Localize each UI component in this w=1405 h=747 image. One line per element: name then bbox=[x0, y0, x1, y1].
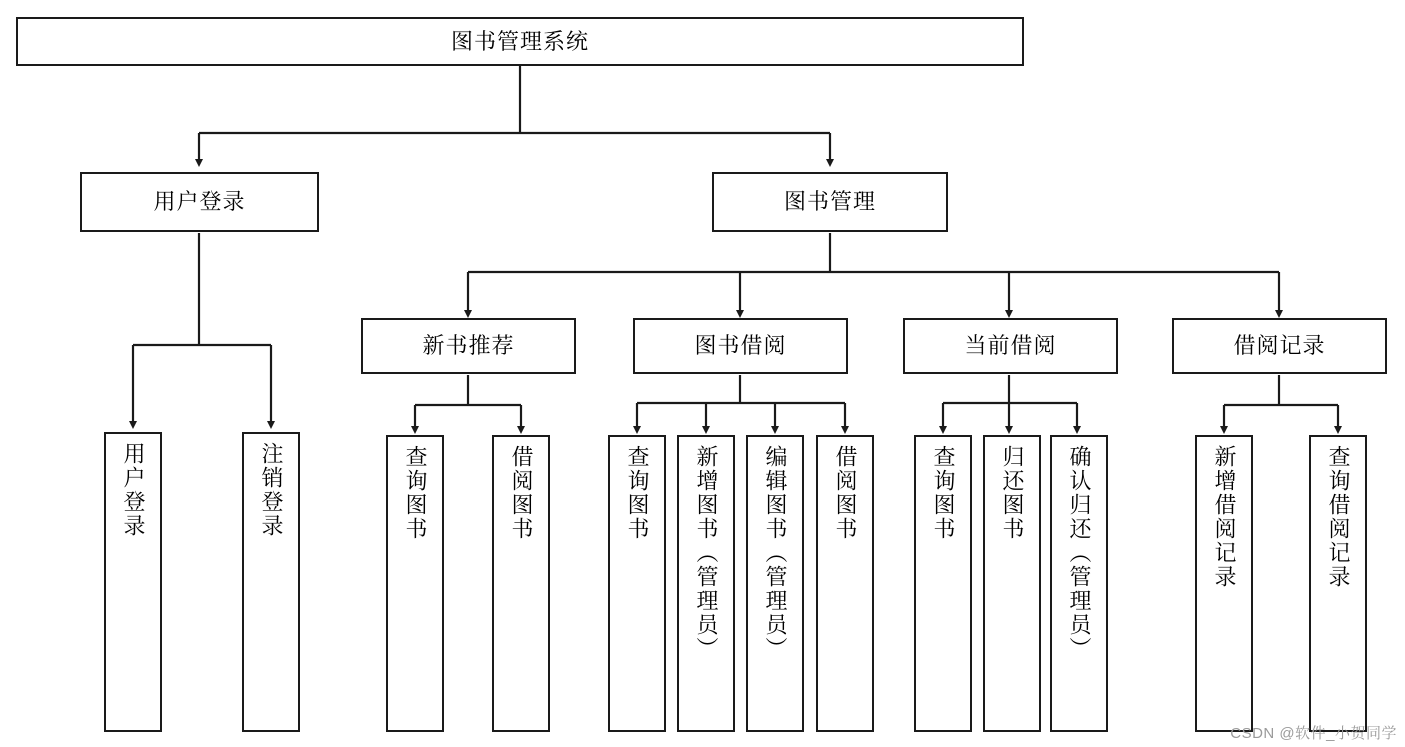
node-new-book-recommend[interactable] bbox=[361, 318, 576, 374]
node-borrow-add-book[interactable] bbox=[677, 435, 735, 732]
node-borrow-borrow-book-label: 借阅图书 bbox=[832, 445, 858, 541]
node-borrow-edit-book-label: 编辑图书（管理员） bbox=[762, 445, 788, 661]
node-cur-return-book-label: 归还图书 bbox=[999, 445, 1025, 541]
node-borrow-borrow-book[interactable] bbox=[816, 435, 874, 732]
node-borrow-record[interactable] bbox=[1172, 318, 1387, 374]
node-root[interactable] bbox=[16, 17, 1024, 66]
node-record-add-label: 新增借阅记录 bbox=[1211, 445, 1237, 589]
node-book-manage-label: 图书管理 bbox=[783, 189, 876, 215]
node-book-manage[interactable] bbox=[712, 172, 948, 232]
node-login-user-label: 用户登录 bbox=[120, 442, 146, 538]
node-user-login-label: 用户登录 bbox=[153, 189, 246, 215]
node-record-query-label: 查询借阅记录 bbox=[1325, 445, 1351, 589]
node-book-borrow[interactable] bbox=[633, 318, 848, 374]
node-cur-confirm-return[interactable] bbox=[1050, 435, 1108, 732]
node-record-query[interactable] bbox=[1309, 435, 1367, 732]
node-cur-query-book[interactable] bbox=[914, 435, 972, 732]
node-rec-borrow-book[interactable] bbox=[492, 435, 550, 732]
node-rec-query-book[interactable] bbox=[386, 435, 444, 732]
node-record-add[interactable] bbox=[1195, 435, 1253, 732]
node-root-label: 图书管理系统 bbox=[450, 28, 589, 54]
node-rec-borrow-book-label: 借阅图书 bbox=[508, 445, 534, 541]
node-current-borrow-label: 当前借阅 bbox=[964, 333, 1057, 359]
node-login-user[interactable] bbox=[104, 432, 162, 732]
node-logout-user[interactable] bbox=[242, 432, 300, 732]
node-book-borrow-label: 图书借阅 bbox=[694, 333, 787, 359]
node-borrow-record-label: 借阅记录 bbox=[1233, 333, 1326, 359]
node-user-login[interactable] bbox=[80, 172, 319, 232]
node-current-borrow[interactable] bbox=[903, 318, 1118, 374]
node-borrow-query-book[interactable] bbox=[608, 435, 666, 732]
node-borrow-query-book-label: 查询图书 bbox=[624, 445, 650, 541]
node-borrow-edit-book[interactable] bbox=[746, 435, 804, 732]
node-new-book-recommend-label: 新书推荐 bbox=[422, 333, 515, 359]
node-cur-query-book-label: 查询图书 bbox=[930, 445, 956, 541]
node-cur-return-book[interactable] bbox=[983, 435, 1041, 732]
node-logout-user-label: 注销登录 bbox=[258, 442, 284, 538]
watermark: CSDN @软件_小贺同学 bbox=[1230, 725, 1397, 742]
node-borrow-add-book-label: 新增图书（管理员） bbox=[693, 445, 719, 661]
node-rec-query-book-label: 查询图书 bbox=[402, 445, 428, 541]
node-cur-confirm-return-label: 确认归还（管理员） bbox=[1066, 445, 1092, 661]
